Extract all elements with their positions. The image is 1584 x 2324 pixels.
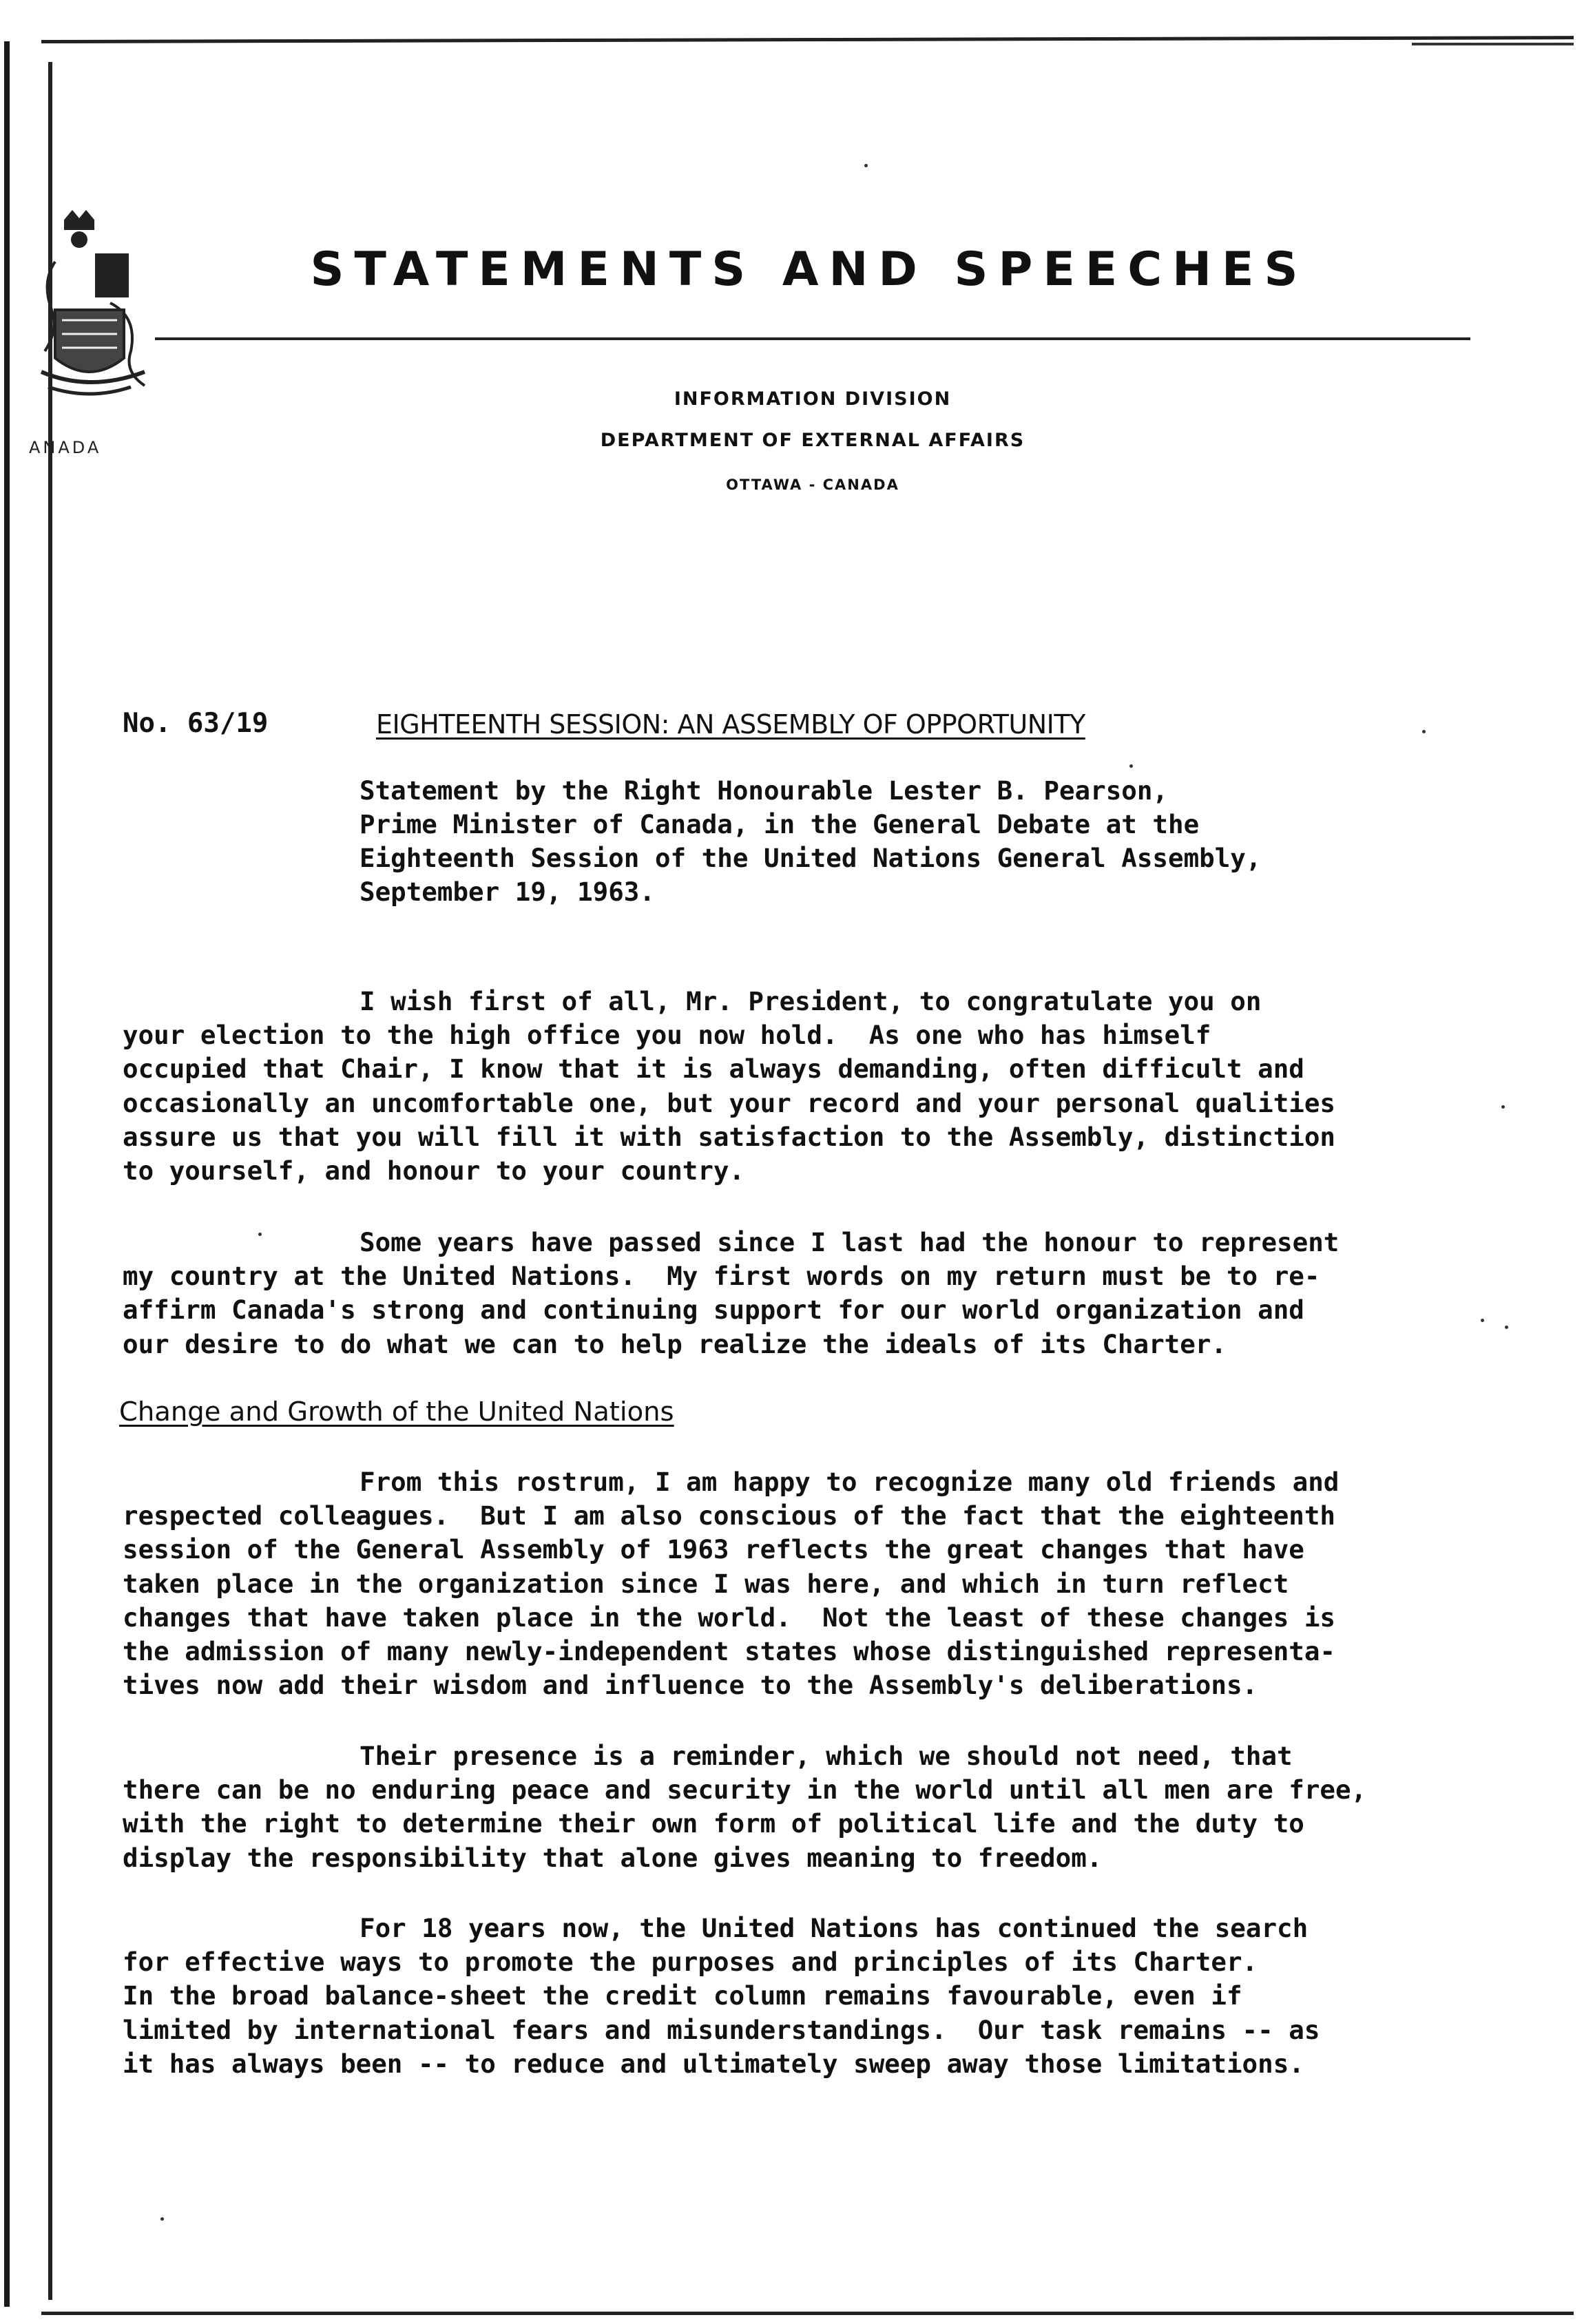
- document-title: EIGHTEENTH SESSION: AN ASSEMBLY OF OPPORTUNITY: [376, 709, 1085, 740]
- paragraph-line: to yourself, and honour to your country.: [123, 1155, 745, 1186]
- paragraph-line: your election to the high office you now hold. As one who has himself: [123, 1020, 1211, 1051]
- division-name: INFORMATION DIVISION: [674, 388, 952, 410]
- paragraph-line: In the broad balance-sheet the credit column remains favourable, even if: [123, 1980, 1242, 2011]
- masthead-rule: [155, 337, 1470, 340]
- paragraph-line: display the responsibility that alone gives meaning to freedom.: [123, 1842, 1103, 1873]
- scan-edge-top: [41, 36, 1574, 43]
- body-paragraph: [123, 1912, 1500, 2081]
- paragraph-line: it has always been -- to reduce and ultimately sweep away those limitations.: [123, 2048, 1304, 2079]
- body-paragraph: [123, 985, 1500, 1188]
- subtitle-line: Statement by the Right Honourable Lester B. Pearson,: [359, 775, 1168, 806]
- scan-speck: [1422, 730, 1426, 733]
- scan-speck: [864, 164, 868, 167]
- masthead-title: STATEMENTS AND SPEECHES: [310, 242, 1309, 297]
- department-name: DEPARTMENT OF EXTERNAL AFFAIRS: [600, 430, 1025, 451]
- crest-caption: ANADA: [29, 438, 102, 457]
- paragraph-line: respected colleagues. But I am also conscious of the fact that the eighteenth: [123, 1500, 1335, 1531]
- scan-speck: [258, 1233, 262, 1236]
- paragraph-line: For 18 years now, the United Nations has continued the search: [359, 1913, 1309, 1943]
- paragraph-line: session of the General Assembly of 1963 reflects the great changes that have: [123, 1534, 1304, 1565]
- scan-speck: [160, 2217, 164, 2221]
- paragraph-line: Their presence is a reminder, which we should not need, that: [359, 1741, 1293, 1771]
- paragraph-line: with the right to determine their own form of political life and the duty to: [123, 1808, 1304, 1839]
- scan-edge-bottom: [41, 2312, 1574, 2315]
- paragraph-line: assure us that you will fill it with satisfaction to the Assembly, distinction: [123, 1121, 1335, 1152]
- subtitle-line: Prime Minister of Canada, in the General Debate at the: [359, 809, 1200, 839]
- paragraph-line: affirm Canada's strong and continuing support for our world organization and: [123, 1295, 1304, 1326]
- department-location: OTTAWA - CANADA: [726, 477, 899, 493]
- body-paragraph: [123, 1465, 1500, 1702]
- paragraph-line: changes that have taken place in the world. Not the least of these changes is: [123, 1602, 1335, 1633]
- paragraph-line: From this rostrum, I am happy to recognize many old friends and: [359, 1467, 1340, 1497]
- scan-speck: [1129, 764, 1133, 768]
- paragraph-line: the admission of many newly-independent states whose distinguished representa-: [123, 1636, 1335, 1667]
- body-paragraph: [123, 1226, 1500, 1361]
- subtitle-line: Eighteenth Session of the United Nations General Assembly,: [359, 843, 1262, 873]
- paragraph-line: my country at the United Nations. My first words on my return must be to re-: [123, 1261, 1320, 1292]
- scan-speck: [1501, 1105, 1505, 1109]
- body-paragraph: [123, 1739, 1500, 1875]
- document-subtitle: [359, 774, 1461, 909]
- canadian-coat-of-arms-icon: [28, 207, 152, 427]
- paragraph-line: our desire to do what we can to help realize the ideals of its Charter.: [123, 1328, 1227, 1359]
- subtitle-line: September 19, 1963.: [359, 877, 655, 907]
- scan-speck: [1481, 1319, 1484, 1322]
- paragraph-line: for effective ways to promote the purposes and principles of its Charter.: [123, 1947, 1258, 1978]
- paragraph-line: occupied that Chair, I know that it is always demanding, often difficult and: [123, 1054, 1304, 1085]
- paragraph-line: I wish first of all, Mr. President, to congratulate you on: [359, 986, 1262, 1016]
- paragraph-line: there can be no enduring peace and security in the world until all men are free,: [123, 1775, 1367, 1805]
- paragraph-line: occasionally an uncomfortable one, but your record and your personal qualities: [123, 1087, 1335, 1118]
- paragraph-line: Some years have passed since I last had the honour to represent: [359, 1227, 1340, 1257]
- paragraph-line: limited by international fears and misunderstandings. Our task remains -- as: [123, 2014, 1320, 2045]
- document-number: No. 63/19: [123, 708, 269, 739]
- scan-edge-top-right: [1412, 43, 1574, 45]
- scan-speck: [1505, 1326, 1508, 1329]
- paragraph-line: tives now add their wisdom and influence to the Assembly's deliberations.: [123, 1670, 1258, 1701]
- paragraph-line: taken place in the organization since I was here, and which in turn reflect: [123, 1568, 1289, 1599]
- section-heading: Change and Growth of the United Nations: [119, 1396, 674, 1427]
- scan-edge-left: [4, 41, 10, 2307]
